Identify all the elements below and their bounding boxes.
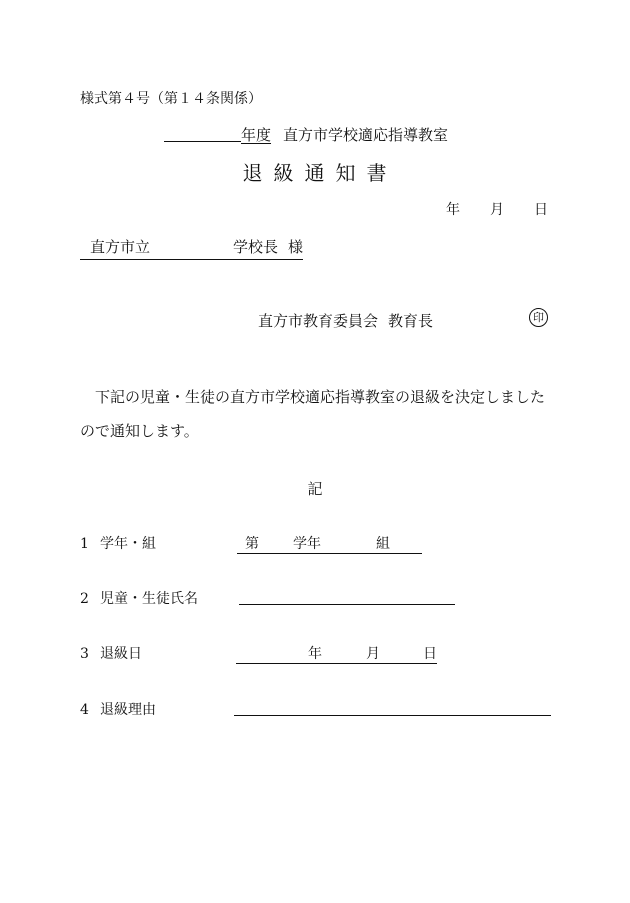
item-exit-date xyxy=(80,643,142,663)
exit-reason-field[interactable] xyxy=(234,715,551,716)
item-student-name xyxy=(80,588,198,608)
item-number: 4 xyxy=(80,702,89,718)
item-label: 児童・生徒氏名 xyxy=(100,591,198,607)
fiscal-year-header xyxy=(164,124,448,145)
issue-date xyxy=(446,199,548,219)
exit-month-label: 月 xyxy=(366,646,380,662)
item-grade-class xyxy=(80,533,156,553)
item-number: 1 xyxy=(80,536,89,552)
item-number: 2 xyxy=(80,591,89,607)
grade-class-field[interactable] xyxy=(237,533,422,554)
form-number: 様式第４号（第１４条関係） xyxy=(80,91,262,107)
issue-year-label: 年 xyxy=(446,202,460,218)
item-label: 学年・組 xyxy=(100,536,156,552)
issue-month-label: 月 xyxy=(490,202,504,218)
item-number: 3 xyxy=(80,646,89,662)
exit-date-field[interactable] xyxy=(236,643,437,664)
exit-day-label: 日 xyxy=(423,646,437,662)
grade-gakunen-label: 学年 xyxy=(293,536,321,552)
nendo-label: 年度 xyxy=(241,126,272,144)
issue-day-label: 日 xyxy=(534,202,548,218)
grade-kumi-label: 組 xyxy=(376,536,390,552)
fiscal-year-blank[interactable] xyxy=(164,140,241,142)
addressee-prefix: 直方市立 xyxy=(90,238,151,256)
program-name: 直方市学校適応指導教室 xyxy=(283,126,449,144)
exit-year-label: 年 xyxy=(308,646,322,662)
addressee-honorific: 様 xyxy=(288,238,304,256)
addressee-suffix: 学校長 xyxy=(233,238,279,256)
sender-org: 直方市教育委員会 xyxy=(258,312,379,330)
notice-body: 下記の児童・生徒の直方市学校適応指導教室の退級を決定しましたので通知します。 xyxy=(80,388,546,440)
sender-line xyxy=(258,310,433,331)
student-name-field[interactable] xyxy=(239,604,455,605)
document-title: 退級通知書 xyxy=(242,161,398,185)
item-exit-reason xyxy=(80,699,156,719)
item-label: 退級日 xyxy=(100,646,142,662)
sender-title: 教育長 xyxy=(388,312,434,330)
addressee-line xyxy=(80,236,303,260)
grade-dai-label: 第 xyxy=(245,536,259,552)
item-label: 退級理由 xyxy=(100,702,156,718)
ki-heading: 記 xyxy=(307,480,323,498)
seal-mark-icon: 印 xyxy=(529,308,548,327)
